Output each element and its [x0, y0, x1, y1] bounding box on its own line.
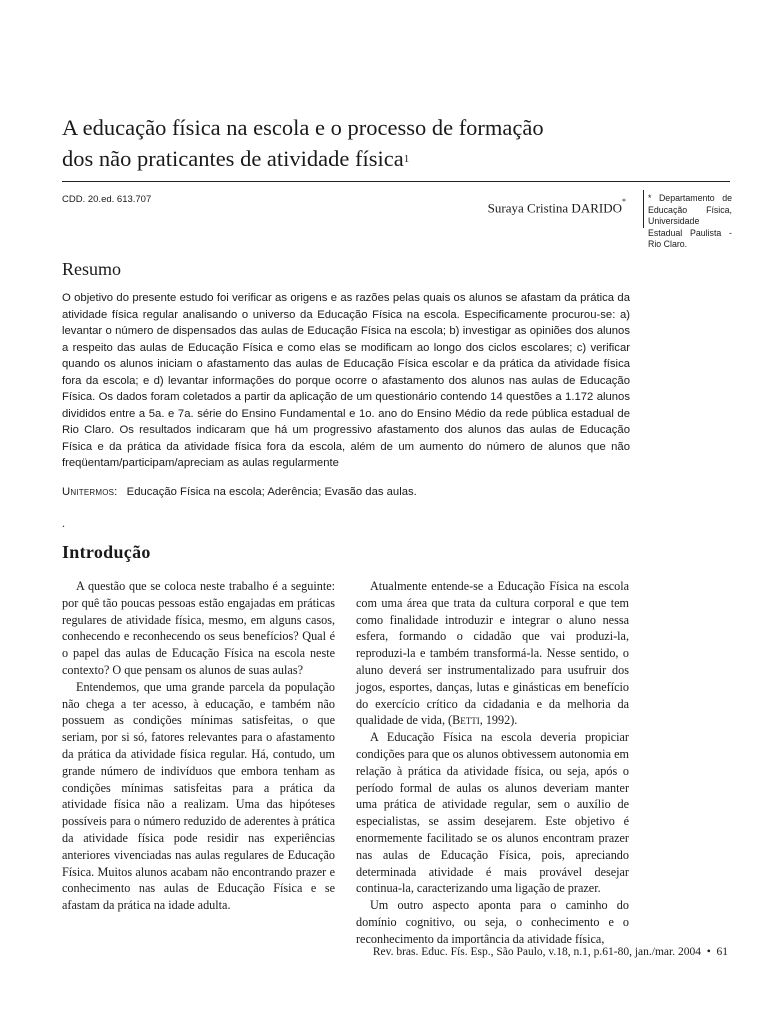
paragraph: Entendemos, que uma grande parcela da população não chega a ter acesso, à educação, e também não possuem as condições mínimas satisfeitas, o que seriam, por si só, fatores relevantes para o afastamento da prática da atividade física regular. Há, contudo, um grande número de indivíduos que embora tenham as condições mínimas satisfeitas para a prática da atividade física não a realizam. Uma das hipóteses possíveis para o número reduzido de aderentes à prática da atividade física pode residir nas experiências anteriores vivenciadas nas aulas regulares de Educação Física. Muitos alunos acabam não encontrando prazer e conhecimento nas aulas de Educação Física e se afastam da prática na idade adulta. — [62, 679, 335, 913]
paragraph-text: Atualmente entende-se a Educação Física na escola com uma área que trata da cultura corporal e que tem como finalidade introduzir e integrar o aluno nessa esfera, formando o cidadão que vai produzi-la, reproduzi-la e também transformá-la. Nesse sentido, o aluno deverá ser instrumentalizado para usufruir dos jogos, esportes, danças, lutas e ginásticas em benefício do exercício crítico da cidadania e da melhoria da qualidade de vida, ( — [356, 579, 629, 728]
paragraph — [356, 578, 629, 729]
intro-column-left — [62, 578, 335, 914]
header-rule — [62, 181, 730, 182]
paragraph: A Educação Física na escola deveria propiciar condições para que os alunos obtivessem autonomia em relação à prática da atividade física, ou seja, após o período formal de aulas os alunos deveriam manter uma prática de atividade regular, sem o auxílio de especialistas, se assim desejarem. Este objetivo é enormemente facilitado se os alunos encontram prazer nas aulas de Educação Física, pois, apreciando determinada atividade é mais provável desejar continua-la, caracterizando uma ligação de prazer. — [356, 730, 629, 896]
abstract-text: O objetivo do presente estudo foi verificar as origens e as razões pelas quais os alunos se afastam da prática da atividade física regular analisando o universo da Educação Física na escola. Especificamente procurou-se: a) levantar o número de dispensados das aulas de Educação Física na escola; b) investigar as opiniões dos alunos a respeito das aulas de Educação Física e como elas se modificam ao longo dos ciclos escolares; c) verificar quando os alunos iniciam o afastamento das aulas de Educação Física escolar e da prática da atividade física fora da escola; e d) levantar informações do porque ocorre o afastamento dos alunos nas aulas de Educação Física. Os dados foram coletados a partir da aplicação de um questionário contendo 14 questões a 1.172 alunos divididos entre a 5a. e 7a. série do Ensino Fundamental e 1o. ano do Ensino Médio da rede pública estadual de Rio Claro. Os resultados indicaram que há um progressivo afastamento dos alunos das aulas de Educação Física e da prática da atividade física fora da escola, além de um aumento do número de alunos que não freqüentam/participam/apreciam as aulas regularmente — [62, 292, 630, 469]
intro-column-right — [356, 578, 629, 948]
page-number: 61 — [716, 946, 728, 958]
citation-author: Betti — [452, 713, 480, 728]
keywords-label: Unitermos: — [62, 486, 118, 498]
resumo-heading: Resumo — [62, 259, 122, 279]
paragraph: Um outro aspecto aponta para o caminho do domínio cognitivo, ou seja, o conhecimento e o reconhecimento da importância da atividade física, — [356, 898, 629, 946]
journal-citation: Rev. bras. Educ. Fís. Esp., São Paulo, v.18, n.1, p.61-80, jan./mar. 2004 — [372, 946, 701, 958]
affiliation-note: * Departamento de Educação Física, Universidade Estadual Paulista - Rio Claro. — [648, 193, 732, 249]
cdd-code: CDD. 20.ed. 613.707 — [62, 194, 152, 205]
footer-bullet: • — [706, 946, 711, 958]
author-name: Suraya Cristina DARIDO — [487, 200, 622, 216]
keywords-text: Educação Física na escola; Aderência; Evasão das aulas. — [126, 486, 417, 498]
article-title — [62, 112, 702, 179]
paragraph-text: , 1992). — [479, 713, 518, 728]
title-line-2-text: dos não praticantes de atividade física — [62, 146, 404, 171]
page-footer — [373, 946, 728, 958]
title-footnote-mark: 1 — [403, 153, 410, 165]
stray-dot: . — [62, 516, 65, 530]
author-mark: * — [622, 197, 626, 206]
affiliation-divider — [643, 190, 644, 228]
author — [487, 197, 626, 216]
intro-heading: Introdução — [62, 542, 151, 562]
paragraph: A questão que se coloca neste trabalho é a seguinte: por quê tão poucas pessoas estão engajadas em práticas regulares de atividade física, mesmo, em alguns casos, conhecendo e reconhecendo os seus benefícios? Qual é o papel das aulas de Educação Física na escola neste contexto? O que pensam os alunos de suas aulas? — [62, 579, 335, 677]
title-line-1: A educação física na escola e o processo de formação — [62, 115, 544, 140]
title-line-2 — [62, 143, 702, 179]
keywords — [62, 486, 417, 498]
